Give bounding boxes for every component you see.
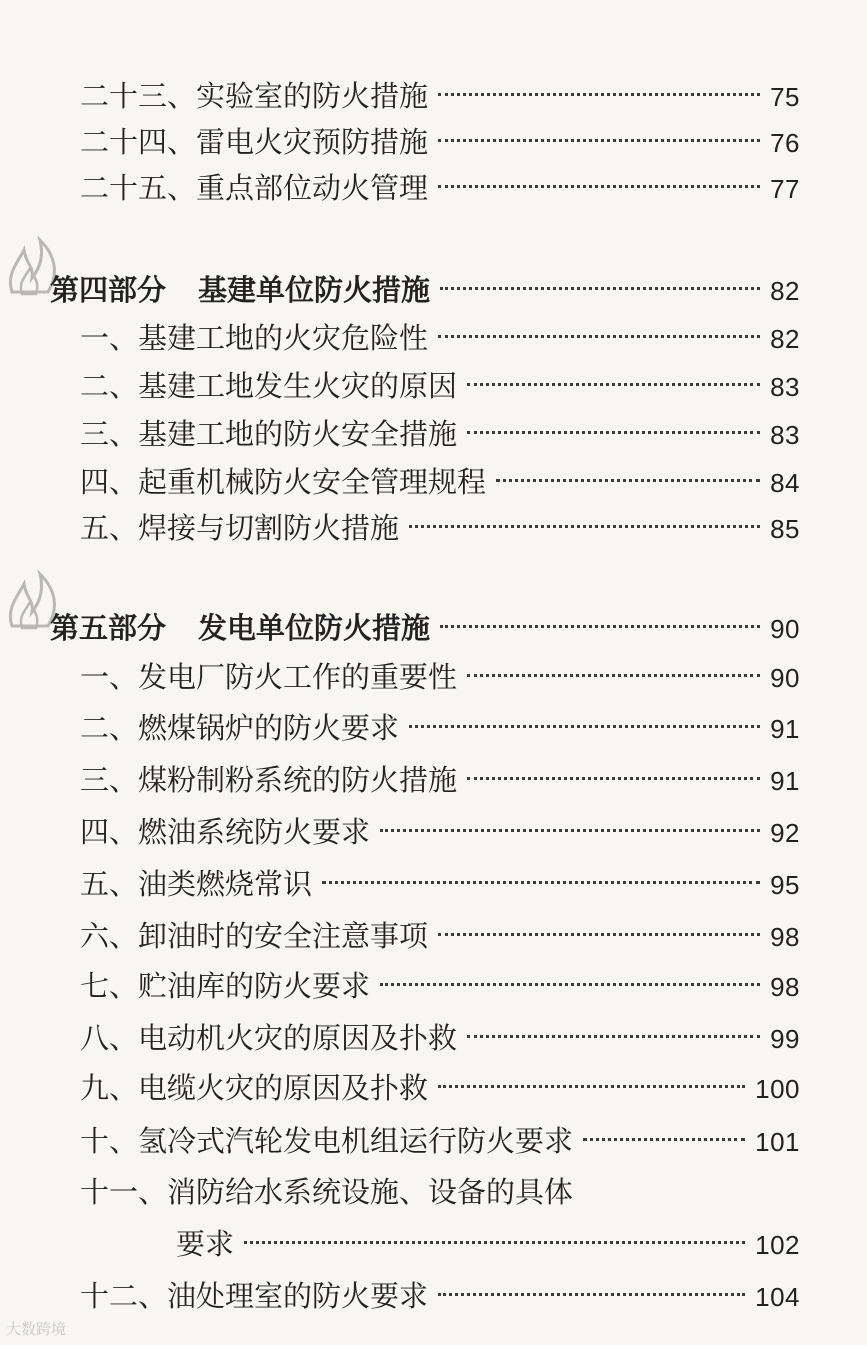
toc-entry-label: 六、卸油时的安全注意事项 (80, 919, 429, 953)
leader-dots (380, 829, 760, 832)
toc-entry (80, 1068, 800, 1109)
toc-page-number: 95 (770, 870, 800, 900)
leader-dots (438, 933, 760, 936)
leader-dots (438, 335, 760, 338)
toc-entry (80, 414, 800, 455)
toc-page-number: 100 (755, 1074, 800, 1104)
leader-dots (380, 983, 760, 986)
leader-dots (438, 93, 760, 96)
toc-page-number: 90 (770, 663, 800, 693)
leader-dots (496, 479, 760, 482)
toc-page-number: 99 (770, 1024, 800, 1054)
leader-dots (440, 625, 760, 628)
toc-page-number: 90 (770, 614, 800, 644)
toc-entry-label: 二十三、实验室的防火措施 (80, 79, 429, 113)
toc-entry-label-continued: 要求 (176, 1227, 235, 1261)
toc-entry (80, 508, 800, 549)
toc-entry-label: 三、煤粉制粉系统的防火措施 (80, 763, 458, 797)
toc-page-number: 77 (770, 174, 800, 204)
leader-dots (409, 725, 760, 728)
part-title (50, 608, 430, 648)
leader-dots (467, 777, 760, 780)
toc-page-number: 91 (770, 766, 800, 796)
part-number: 第四部分 (50, 273, 167, 307)
toc-entry-label: 五、焊接与切割防火措施 (80, 511, 400, 545)
part-heading (50, 270, 800, 311)
toc-entry-label: 十二、油处理室的防火要求 (80, 1279, 429, 1313)
toc-entry-label: 二十四、雷电火灾预防措施 (80, 125, 429, 159)
leader-dots (438, 1293, 745, 1296)
toc-entry-label: 一、基建工地的火灾危险性 (80, 321, 429, 355)
toc-entry-label: 五、油类燃烧常识 (80, 867, 313, 901)
toc-page-number: 98 (770, 972, 800, 1002)
toc-entry (176, 1224, 800, 1265)
toc-page-number: 75 (770, 82, 800, 112)
toc-page-number: 84 (770, 468, 800, 498)
toc-page-number: 83 (770, 372, 800, 402)
watermark-text: 大数跨境 (6, 1320, 67, 1338)
leader-dots (583, 1138, 745, 1141)
part-name: 发电单位防火措施 (198, 611, 431, 645)
toc-entry-label: 七、贮油库的防火要求 (80, 969, 371, 1003)
leader-dots (438, 185, 760, 188)
leader-dots (440, 287, 760, 290)
toc-page-number: 98 (770, 922, 800, 952)
toc-page-number: 83 (770, 420, 800, 450)
toc-page-number: 104 (755, 1282, 800, 1312)
toc-entry (80, 462, 800, 503)
leader-dots (467, 383, 760, 386)
toc-page-number: 102 (755, 1230, 800, 1260)
toc-entry (80, 657, 800, 698)
toc-entry-label: 十、氢冷式汽轮发电机组运行防火要求 (80, 1124, 574, 1158)
part-name: 基建单位防火措施 (198, 273, 431, 307)
toc-entry (80, 1276, 800, 1317)
toc-entry-label: 二十五、重点部位动火管理 (80, 171, 429, 205)
toc-page-number: 82 (770, 276, 800, 306)
toc-entry (80, 122, 800, 163)
leader-dots (244, 1241, 745, 1244)
toc-entry (80, 76, 800, 117)
leader-dots (467, 674, 760, 677)
leader-dots (438, 139, 760, 142)
toc-entry-label: 四、起重机械防火安全管理规程 (80, 465, 487, 499)
toc-page-number: 82 (770, 324, 800, 354)
toc-entry-label: 八、电动机火灾的原因及扑救 (80, 1021, 458, 1055)
toc-entry (80, 966, 800, 1007)
toc-entry (80, 760, 800, 801)
toc-entry (80, 1121, 800, 1162)
toc-entry-label: 十一、消防给水系统设施、设备的具体 (80, 1175, 574, 1209)
toc-entry (80, 318, 800, 359)
toc-page-number: 92 (770, 818, 800, 848)
toc-page-number: 91 (770, 714, 800, 744)
leader-dots (322, 881, 760, 884)
toc-entry (80, 708, 800, 749)
leader-dots (467, 431, 760, 434)
toc-entry-label: 二、燃煤锅炉的防火要求 (80, 711, 400, 745)
toc-entry (80, 916, 800, 957)
toc-entry-label: 三、基建工地的防火安全措施 (80, 417, 458, 451)
part-heading (50, 608, 800, 649)
toc-page-number: 101 (755, 1127, 800, 1157)
toc-page-number: 85 (770, 514, 800, 544)
part-title (50, 270, 430, 310)
toc-entry-label: 四、燃油系统防火要求 (80, 815, 371, 849)
part-number: 第五部分 (50, 611, 167, 645)
toc-page-number: 76 (770, 128, 800, 158)
toc-entry (80, 864, 800, 905)
toc-entry-label: 二、基建工地发生火灾的原因 (80, 369, 458, 403)
leader-dots (438, 1085, 745, 1088)
toc-entry (80, 1018, 800, 1059)
toc-entry-label: 一、发电厂防火工作的重要性 (80, 660, 458, 694)
toc-entry-label: 九、电缆火灾的原因及扑救 (80, 1071, 429, 1105)
leader-dots (467, 1035, 760, 1038)
leader-dots (409, 525, 760, 528)
toc-entry (80, 168, 800, 209)
toc-entry (80, 366, 800, 407)
toc-entry (80, 812, 800, 853)
